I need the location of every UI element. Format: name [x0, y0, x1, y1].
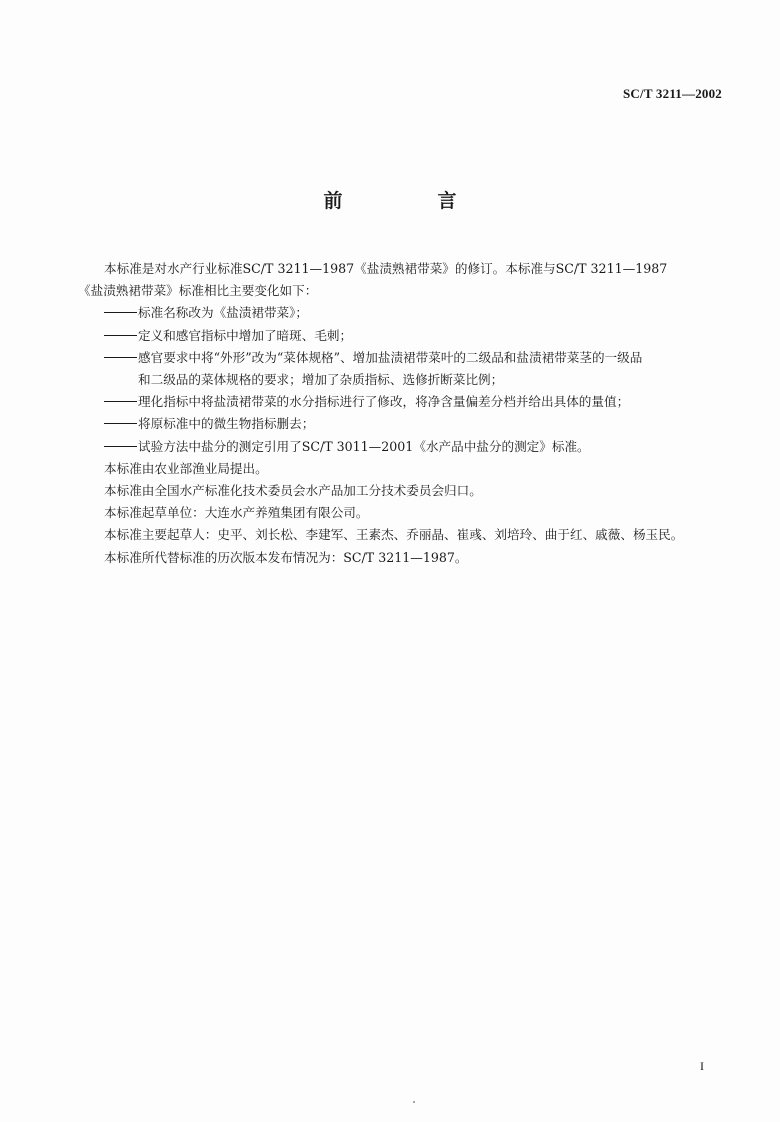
dash-mark — [104, 357, 137, 358]
dash-mark — [104, 401, 137, 402]
change-item-1-text: 标准名称改为《盐渍裙带菜》； — [138, 305, 309, 321]
page-title: 前 言 — [323, 190, 495, 212]
intro-paragraph-line-1: 本标准是对水产行业标准SC/T 3211—1987《盐渍熟裙带菜》的修订。本标准与SC/T 3211—1987 — [104, 261, 668, 276]
foreword-body — [78, 258, 723, 569]
dash-mark — [104, 312, 137, 313]
change-item-3-text: 感官要求中将“外形”改为“菜体规格”、增加盐渍裙带菜叶的二级品和盐渍裙带菜茎的一级品 — [138, 349, 643, 365]
proposer-paragraph: 本标准由农业部渔业局提出。 — [104, 460, 268, 476]
standard-code: SC/T 3211—2002 — [623, 86, 722, 101]
change-item-3-continuation: 和二级品的菜体规格的要求；增加了杂质指标、选修折断菜比例； — [138, 372, 504, 388]
change-item-4 — [78, 391, 723, 413]
drafting-unit-paragraph: 本标准起草单位：大连水产养殖集团有限公司。 — [104, 505, 369, 521]
change-item-6-text: 试验方法中盐分的测定引用了SC/T 3011—2001《水产品中盐分的测定》标准。 — [138, 438, 590, 454]
scan-speck — [413, 1101, 415, 1103]
change-item-2 — [78, 325, 723, 347]
change-item-2-text: 定义和感官指标中增加了暗斑、毛刺； — [138, 327, 353, 343]
change-item-3 — [78, 347, 723, 369]
change-item-1 — [78, 302, 723, 324]
page-number: I — [700, 1059, 704, 1073]
change-item-5-text: 将原标准中的微生物指标删去； — [138, 416, 315, 432]
dash-mark — [104, 335, 137, 336]
change-item-6 — [78, 436, 723, 458]
drafters-paragraph: 本标准主要起草人：史平、刘长松、李建军、王素杰、乔丽晶、崔彧、刘培玲、曲于红、戚薇、杨玉民。 — [104, 527, 684, 543]
committee-paragraph: 本标准由全国水产标准化技术委员会水产品加工分技术委员会归口。 — [104, 483, 482, 499]
intro-paragraph-line-2: 《盐渍熟裙带菜》标准相比主要变化如下： — [78, 283, 318, 299]
change-item-5 — [78, 413, 723, 435]
dash-mark — [104, 446, 137, 447]
history-paragraph: 本标准所代替标准的历次版本发布情况为：SC/T 3211—1987。 — [104, 549, 468, 565]
change-item-4-text: 理化指标中将盐渍裙带菜的水分指标进行了修改，将净含量偏差分档并给出具体的量值； — [138, 394, 630, 410]
dash-mark — [104, 423, 137, 424]
